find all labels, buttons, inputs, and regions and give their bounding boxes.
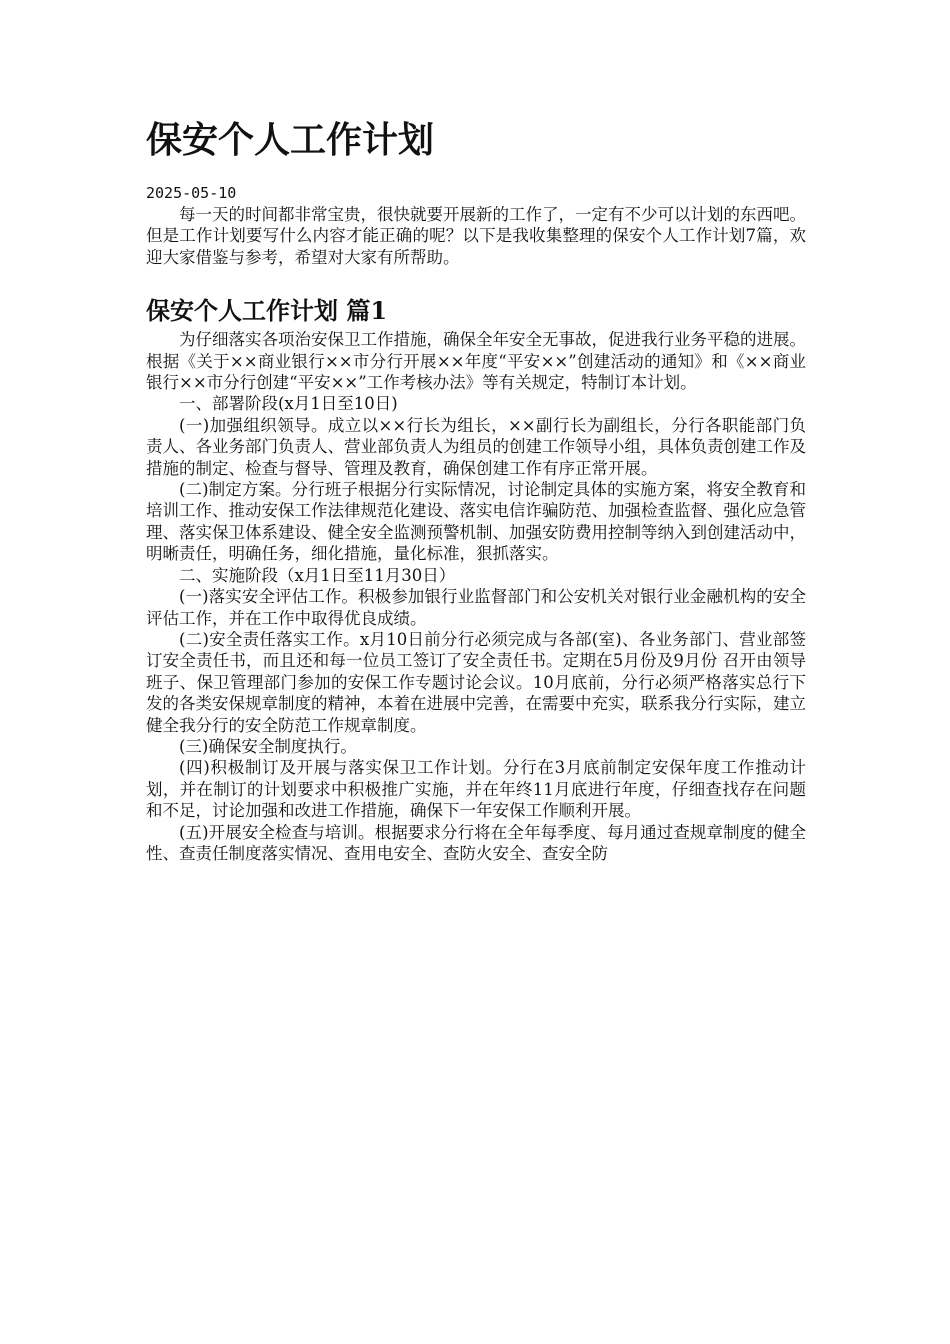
body-paragraph: (二)制定方案。分行班子根据分行实际情况，讨论制定具体的实施方案，将安全教育和培训工作、推动安保工作法律规范化建设、落实电信诈骗防范、加强检查监督、强化应急管理、落实保卫体系建设、健全安全监测预警机制、加强安防费用控制等纳入到创建活动中，明晰责任，明确任务，细化措施，量化标准，狠抓落实。: [146, 480, 806, 564]
body-paragraph: (五)开展安全检查与培训。根据要求分行将在全年每季度、每月通过查规章制度的健全性、查责任制度落实情况、查用电安全、查防火安全、查安全防: [146, 822, 806, 863]
body-paragraph: (三)确保安全制度执行。: [179, 736, 357, 756]
document-title: 保安个人工作计划: [146, 119, 435, 161]
section-title: 保安个人工作计划 篇1: [146, 296, 388, 326]
intro-paragraph: 每一天的时间都非常宝贵，很快就要开展新的工作了，一定有不少可以计划的东西吧。但是工作计划要写什么内容才能正确的呢？以下是我收集整理的保安个人工作计划7篇，欢迎大家借鉴与参考，希望对大家有所帮助。: [146, 205, 806, 267]
body-paragraph: (四)积极制订及开展与落实保卫工作计划。分行在3月底前制定安保年度工作推动计划，并在制订的计划要求中积极推广实施，并在年终11月底进行年度，仔细查找存在问题和不足，讨论加强和改进工作措施，确保下一年安保工作顺利开展。: [146, 758, 806, 821]
body-paragraph: (一)落实安全评估工作。积极参加银行业监督部门和公安机关对银行业金融机构的安全评估工作，并在工作中取得优良成绩。: [146, 587, 806, 628]
body-paragraph: 为仔细落实各项治安保卫工作措施，确保全年安全无事故，促进我行业务平稳的进展。根据《关于××商业银行××市分行开展××年度“平安××”创建活动的通知》和《××商业银行××市分行创建“平安××”工作考核办法》等有关规定，特制订本计划。: [146, 330, 806, 393]
body-paragraph: (一)加强组织领导。成立以××行长为组长，××副行长为副组长，分行各职能部门负责人、各业务部门负责人、营业部负责人为组员的创建工作领导小组，具体负责创建工作及措施的制定、检查与督导、管理及教育，确保创建工作有序正常开展。: [146, 415, 806, 478]
document-page: [146, 112, 806, 864]
document-date: 2025-05-10: [146, 184, 237, 202]
body-paragraph: (二)安全责任落实工作。x月10日前分行必须完成与各部(室)、各业务部门、营业部签订安全责任书，而且还和每一位员工签订了安全责任书。定期在5月份及9月份 召开由领导班子、保卫管理部门参加的安保工作专题讨论会议。10月底前，分行必须严格落实总行下发的各类安保规章制度的精神，本着在进展中完善，在需要中充实，联系我分行实际，建立健全我分行的安全防范工作规章制度。: [146, 629, 806, 735]
body-paragraph: 二、实施阶段（x月1日至11月30日）: [179, 565, 456, 585]
body-paragraph: 一、部署阶段(x月1日至10日): [179, 394, 398, 414]
